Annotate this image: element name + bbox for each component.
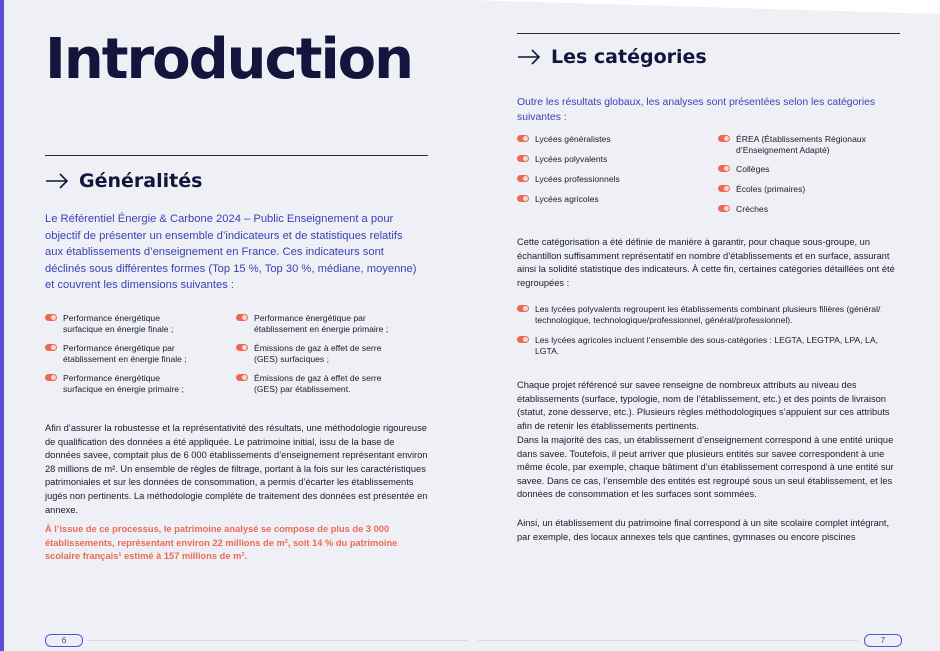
list-item: Crèches <box>718 204 888 215</box>
page-title: Introduction <box>45 27 413 92</box>
list-item: Performance énergétique surfacique en énergie primaire ; <box>45 373 190 395</box>
intro-paragraph: Le Référentiel Énergie & Carbone 2024 – Public Enseignement a pour objectif de présenter un ensemble d’indicateurs et de statistiques relatifs aux établissements d’enseignement en France. Ces indicateurs sont déclinés sous différentes formes (Top 15 %, Top 30 %, médiane, moyenne) et couvrent les dimensions suivantes : <box>45 213 417 291</box>
categories-intro: Outre les résultats globaux, les analyses sont présentées selon les catégories suivantes : <box>517 97 876 123</box>
highlight-paragraph: À l’issue de ce processus, le patrimoine analysé se compose de plus de 3 000 établissements, représentant environ 22 millions de m², soit 14 % du patrimoine scolaire français¹ estimé à 157 millions de m². <box>45 524 398 562</box>
toggle-icon <box>236 374 248 381</box>
section-heading-categories <box>517 46 707 68</box>
category-list-col1 <box>517 134 692 205</box>
section-rule <box>517 33 900 34</box>
toggle-icon <box>236 314 248 321</box>
toggle-icon <box>45 344 57 351</box>
list-item: Lycées agricoles <box>517 194 692 205</box>
list-item: Performance énergétique surfacique en énergie finale ; <box>45 313 190 335</box>
footer-line <box>478 640 858 641</box>
indicator-list-col1 <box>45 313 190 395</box>
right-page <box>470 0 940 651</box>
toggle-icon <box>45 314 57 321</box>
toggle-icon <box>718 135 730 142</box>
toggle-icon <box>718 205 730 212</box>
category-list-col2 <box>718 134 888 215</box>
list-item: Lycées généralistes <box>517 134 692 145</box>
list-item: Émissions de gaz à effet de serre (GES) par établissement. <box>236 373 396 395</box>
toggle-icon <box>517 175 529 182</box>
list-item: Performance énergétique par établissement en énergie finale ; <box>45 343 190 365</box>
indicator-list-col2 <box>236 313 396 395</box>
arrow-right-icon <box>45 173 69 189</box>
entities-paragraph: Dans la majorité des cas, un établissement d’enseignement correspond à une entité unique dans savee. Toutefois, il peut arriver que plusieurs entités sur savee correspondent à une même école, par exemple, chaque bâtiment d’un établissement correspond à une entité sur savee. Dans ce cas, l’ensemble des entités est regroupé sous un seul établissement, et les données de consommation et les surfaces sont sommées. <box>517 435 894 500</box>
list-item: Performance énergétique par établissement en énergie primaire ; <box>236 313 396 335</box>
list-item: Les lycées polyvalents regroupent les établissements combinant plusieurs filières (général/ technologique, technologique/professionnel, général/professionnel). <box>517 304 902 326</box>
list-item: Lycées polyvalents <box>517 154 692 165</box>
toggle-icon <box>236 344 248 351</box>
methodology-paragraph: Afin d’assurer la robustesse et la représentativité des résultats, une méthodologie rigoureuse de qualification des données a été appliquée. Le patrimoine initial, issu de la base de données savee, comptait plus de 6 000 établissements d’enseignement représentant environ 28 millions de m². Un ensemble de règles de filtrage, portant à la fois sur les caractéristiques patrimoniales et sur les données de consommation, a permis d’écarter les établissements jugés non pertinents. La méthodologie complète de traitement des données est présentée en annexe. <box>45 423 428 515</box>
list-item: Émissions de gaz à effet de serre (GES) surfaciques ; <box>236 343 396 365</box>
attributes-paragraph: Chaque projet référencé sur savee renseigne de nombreux attributs au niveau des établissements (surface, typologie, nom de l’établissement, etc.) et des points de livraison (statut, zone desserve, etc.). Plusieurs règles méthodologiques s’appuient sur ces attributs afin de retenir les établissements pertinents. <box>517 380 890 431</box>
page-number: 6 <box>45 634 83 647</box>
categorization-paragraph: Cette catégorisation a été définie de manière à garantir, pour chaque sous-groupe, un échantillon suffisamment représentatif en nombre d’établissements et en surface, assurant ainsi la solidité statistique des indicateurs. À cette fin, certaines catégories détaillées ont été regroupées : <box>517 237 895 288</box>
toggle-icon <box>517 155 529 162</box>
section-heading-text: Les catégories <box>551 46 707 68</box>
grouped-list <box>517 304 902 357</box>
list-item: Collèges <box>718 164 888 175</box>
section-heading-generalites <box>45 170 202 192</box>
section-heading-text: Généralités <box>79 170 203 192</box>
list-item: ÉREA (Établissements Régionaux d’Enseignement Adapté) <box>718 134 888 156</box>
list-item: Lycées professionnels <box>517 174 692 185</box>
footer-line <box>87 640 467 641</box>
final-paragraph: Ainsi, un établissement du patrimoine final correspond à un site scolaire complet intégrant, par exemple, des locaux annexes tels que cantines, gymnases ou encore piscines <box>517 518 890 542</box>
toggle-icon <box>517 135 529 142</box>
toggle-icon <box>718 185 730 192</box>
section-rule <box>45 155 428 156</box>
left-page <box>4 0 470 651</box>
toggle-icon <box>517 336 529 343</box>
toggle-icon <box>718 165 730 172</box>
list-item: Les lycées agricoles incluent l’ensemble des sous-catégories : LEGTA, LEGTPA, LPA, LA, LGTA. <box>517 335 902 357</box>
list-item: Écoles (primaires) <box>718 184 888 195</box>
arrow-right-icon <box>517 49 541 65</box>
page-number: 7 <box>864 634 902 647</box>
toggle-icon <box>517 305 529 312</box>
toggle-icon <box>45 374 57 381</box>
toggle-icon <box>517 195 529 202</box>
